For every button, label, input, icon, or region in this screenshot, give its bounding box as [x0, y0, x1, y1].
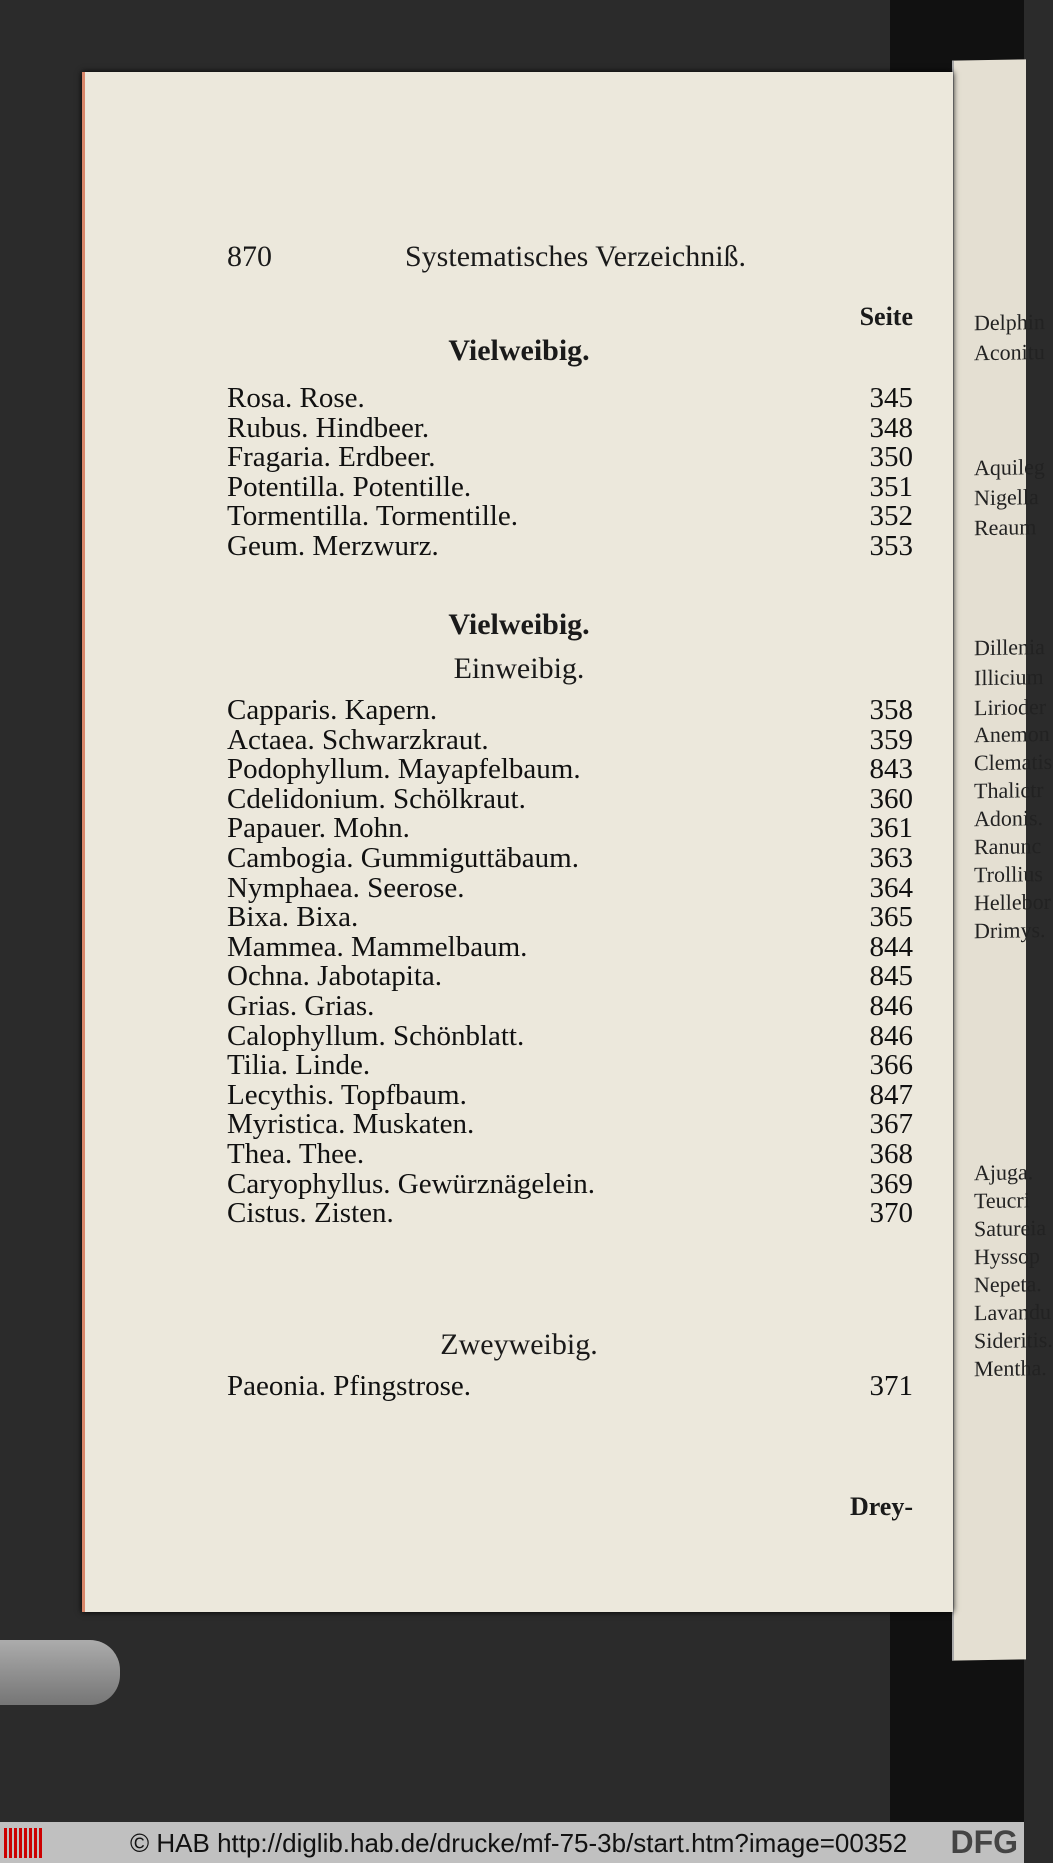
next-page-edge — [952, 59, 1053, 1660]
entry-name: Potentilla. Potentille. — [227, 470, 472, 503]
entry-name: Thea. Thee. — [227, 1138, 365, 1170]
dfg-logo: DFG — [950, 1824, 1018, 1860]
entry-page: 370 — [869, 1197, 913, 1230]
index-entry — [227, 753, 913, 786]
index-entry — [227, 901, 913, 934]
entry-page: 361 — [869, 812, 913, 845]
page-title: Systematisches Verzeichniß. — [405, 240, 747, 273]
section-heading: Zweyweibig. — [440, 1328, 598, 1361]
entry-name: Fragaria. Erdbeer. — [227, 441, 436, 474]
next-page-fragment: Ranunc — [974, 833, 1042, 860]
next-page-fragment: Dillenia — [974, 634, 1045, 661]
index-entry — [227, 990, 913, 1020]
entry-name: Rubus. Hindbeer. — [227, 411, 430, 444]
next-page-fragment: Reaum — [974, 514, 1037, 541]
entry-name: Podophyllum. Mayapfelbaum. — [227, 753, 581, 786]
entry-page: 369 — [869, 1167, 913, 1200]
entry-name: Papauer. Mohn. — [227, 812, 410, 845]
column-header: Seite — [859, 302, 913, 331]
section-heading: Vielweibig. — [448, 608, 590, 641]
next-page-fragment: Teucri — [974, 1187, 1030, 1214]
index-entry — [227, 1108, 913, 1141]
page-number: 870 — [227, 240, 272, 273]
entry-page: 350 — [869, 441, 913, 474]
entry-page: 365 — [869, 901, 913, 934]
index-entry — [227, 530, 913, 560]
entry-page: 843 — [869, 753, 913, 786]
next-page-fragment: Thalictr — [974, 777, 1044, 804]
entry-page: 845 — [869, 960, 913, 993]
entry-page: 353 — [869, 530, 913, 562]
index-entry — [227, 724, 913, 754]
next-page-fragment: Aquileg — [974, 454, 1045, 481]
entry-page: 363 — [869, 842, 913, 874]
index-entry — [227, 1079, 913, 1109]
footer-bar — [0, 1822, 1024, 1863]
next-page-fragment: Trollius — [974, 861, 1043, 888]
entry-name: Lecythis. Topfbaum. — [227, 1078, 467, 1111]
catchword: Drey- — [849, 1492, 913, 1521]
page-holder-tab — [0, 1640, 120, 1705]
section-heading: Vielweibig. — [448, 334, 590, 367]
next-page-fragment: Anemon — [974, 720, 1050, 748]
next-page-fragment: Ajuga. — [974, 1159, 1034, 1186]
entry-page: 368 — [869, 1138, 913, 1170]
entry-name: Ochna. Jabotapita. — [227, 960, 443, 993]
entry-page: 844 — [869, 930, 913, 963]
entry-page: 366 — [869, 1049, 913, 1082]
entry-page: 846 — [869, 1019, 913, 1052]
next-page-fragment: Aconitu — [974, 339, 1045, 366]
next-page-fragment: Hyssop — [974, 1243, 1041, 1270]
entry-name: Caryophyllus. Gewürznägelein. — [227, 1167, 596, 1200]
index-entry — [227, 931, 913, 961]
index-entry — [227, 441, 913, 474]
next-page-fragment: Clematis — [974, 748, 1053, 776]
entry-page: 367 — [869, 1108, 913, 1141]
entry-page: 847 — [869, 1078, 913, 1111]
entry-name: Cambogia. Gummiguttäbaum. — [227, 842, 579, 874]
entry-page: 351 — [869, 470, 913, 503]
entry-page: 348 — [869, 411, 913, 444]
entry-name: Tormentilla. Tormentille. — [227, 500, 518, 533]
index-entry — [227, 500, 913, 533]
index-entry — [227, 1370, 913, 1400]
next-page-fragment: Nepeta. — [974, 1271, 1042, 1298]
entry-page: 359 — [869, 723, 913, 756]
book-page — [82, 72, 953, 1612]
entry-name: Rosa. Rose. — [227, 382, 365, 414]
entry-name: Actaea. Schwarzkraut. — [227, 723, 489, 756]
index-entry — [227, 842, 913, 872]
entry-name: Myristica. Muskaten. — [227, 1108, 475, 1141]
next-page-fragment: Satureia — [974, 1215, 1047, 1242]
index-entry — [227, 1168, 913, 1198]
entry-name: Bixa. Bixa. — [227, 901, 359, 934]
entry-name: Cistus. Zisten. — [227, 1197, 394, 1230]
next-page-fragment: Illicium — [974, 664, 1044, 691]
entry-page: 360 — [869, 782, 913, 815]
next-page-fragment: Nigella — [974, 484, 1039, 511]
index-entry — [227, 471, 913, 501]
entry-page: 364 — [869, 871, 913, 904]
entry-page: 352 — [869, 500, 913, 533]
next-page-fragment: Sideritis. — [974, 1326, 1053, 1354]
next-page-fragment: Drimys. — [974, 917, 1046, 944]
next-page-fragment: Lavandu — [974, 1298, 1051, 1326]
entry-name: Geum. Merzwurz. — [227, 530, 439, 562]
entry-name: Calophyllum. Schönblatt. — [227, 1019, 525, 1052]
entry-name: Capparis. Kapern. — [227, 694, 438, 726]
entry-page: 846 — [869, 990, 913, 1022]
entry-page: 371 — [869, 1370, 913, 1402]
index-entry — [227, 960, 913, 993]
entry-name: Nymphaea. Seerose. — [227, 871, 465, 904]
entry-name: Grias. Grias. — [227, 990, 375, 1022]
hab-logo-icon — [4, 1828, 44, 1858]
next-page-fragment: Hellebor — [974, 888, 1051, 916]
copyright-url[interactable]: © HAB http://diglib.hab.de/drucke/mf-75-3b/start.htm?image=00352 — [130, 1828, 908, 1858]
entry-page: 358 — [869, 694, 913, 726]
next-page-fragment: Lirioder — [974, 694, 1047, 721]
index-entry — [227, 872, 913, 902]
index-entry — [227, 694, 913, 724]
next-page-fragment: Adonis. — [974, 805, 1044, 832]
index-entry — [227, 783, 913, 813]
index-entry — [227, 1197, 913, 1230]
index-entry — [227, 1020, 913, 1050]
section-subheading: Einweibig. — [453, 652, 585, 685]
index-entry — [227, 1138, 913, 1168]
index-entry — [227, 1049, 913, 1082]
entry-name: Mammea. Mammelbaum. — [227, 930, 528, 963]
index-entry — [227, 382, 913, 412]
entry-name: Cdelidonium. Schölkraut. — [227, 782, 526, 815]
index-entry — [227, 812, 913, 845]
entry-page: 345 — [869, 382, 913, 414]
next-page-fragment: Delphin — [974, 309, 1045, 336]
entry-name: Tilia. Linde. — [227, 1049, 371, 1082]
next-page-fragment: Mentha. — [974, 1354, 1047, 1382]
entry-name: Paeonia. Pfingstrose. — [227, 1370, 472, 1402]
index-entry — [227, 412, 913, 442]
